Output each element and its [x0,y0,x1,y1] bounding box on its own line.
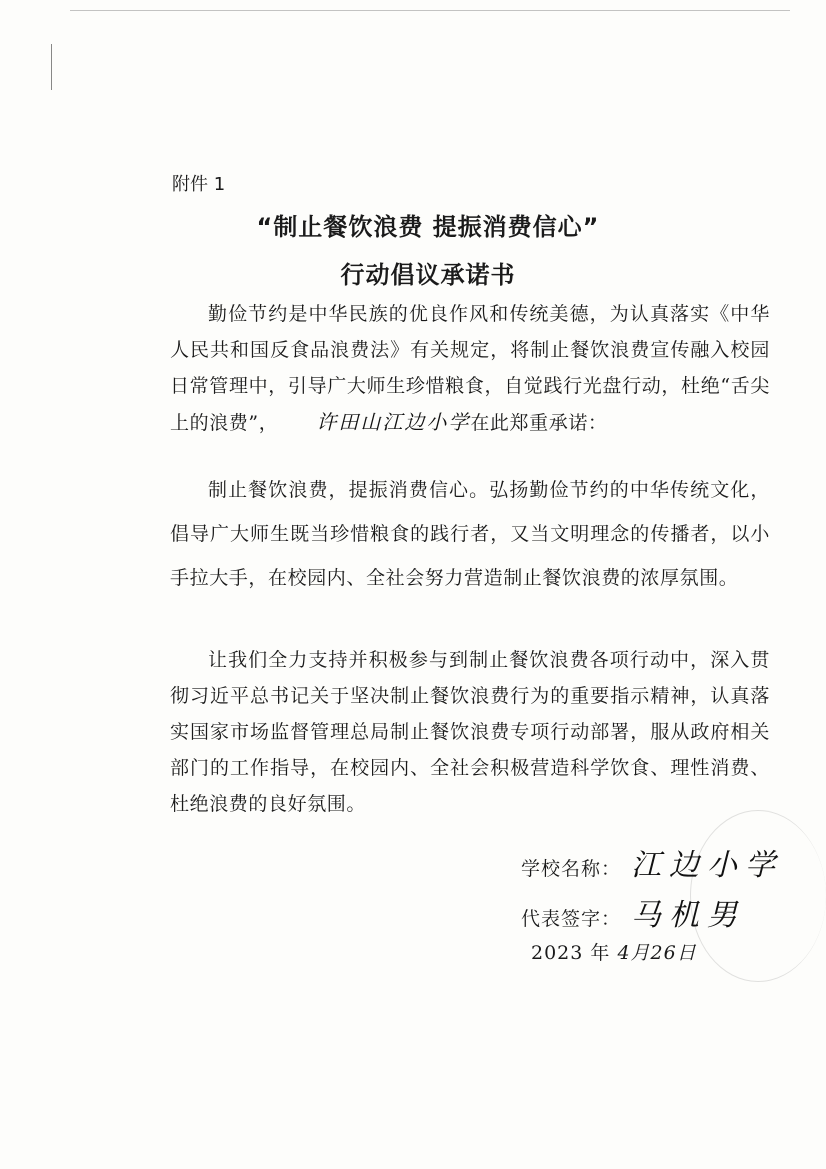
school-name-label: 学校名称： [521,858,622,880]
date-line [531,938,697,965]
representative-row [521,890,745,934]
paragraph-pledge: 制止餐饮浪费，提振消费信心。弘扬勤俭节约的中华传统文化，倡导广大师生既当珍惜粮食的践行者，又当文明理念的传播者，以小手拉大手，在校园内、全社会努力营造制止餐饮浪费的浓厚氛围。 [170,479,770,589]
handwritten-school-signature: 江边小学 [631,848,784,883]
scan-edge-line [70,10,790,11]
paragraph-intro [170,296,770,441]
paragraph-action: 让我们全力支持并积极参与到制止餐饮浪费各项行动中，深入贯彻习近平总书记关于坚决制止餐饮浪费行为的重要指示精神，认真落实国家市场监督管理总局制止餐饮浪费专项行动部署，服从政府相关部门的工作指导，在校园内、全社会积极营造科学饮食、理性消费、杜绝浪费的良好氛围。 [170,649,770,815]
handwritten-representative-signature: 马机男 [631,898,746,933]
date-year: 2023 年 [531,942,611,964]
intro-text-end: 在此郑重承诺： [470,412,608,434]
handwritten-school-name: 许田山江边小学 [316,410,471,434]
intro-text: 勤俭节约是中华民族的优良作风和传统美德，为认真落实《中华人民共和国反食品浪费法》有关规定，将制止餐饮浪费宣传融入校园日常管理中，引导广大师生珍惜粮食，自觉践行光盘行动，杜绝“舌尖上的浪费”， [170,303,770,434]
document-subtitle: 行动倡议承诺书 [340,261,516,289]
handwritten-date: 4月26日 [617,942,697,964]
scan-mark [51,44,52,90]
representative-label: 代表签字： [521,908,622,930]
document-title: “制止餐饮浪费 提振消费信心” [256,213,600,241]
school-name-row [521,840,783,884]
attachment-label: 附件 1 [172,174,226,195]
